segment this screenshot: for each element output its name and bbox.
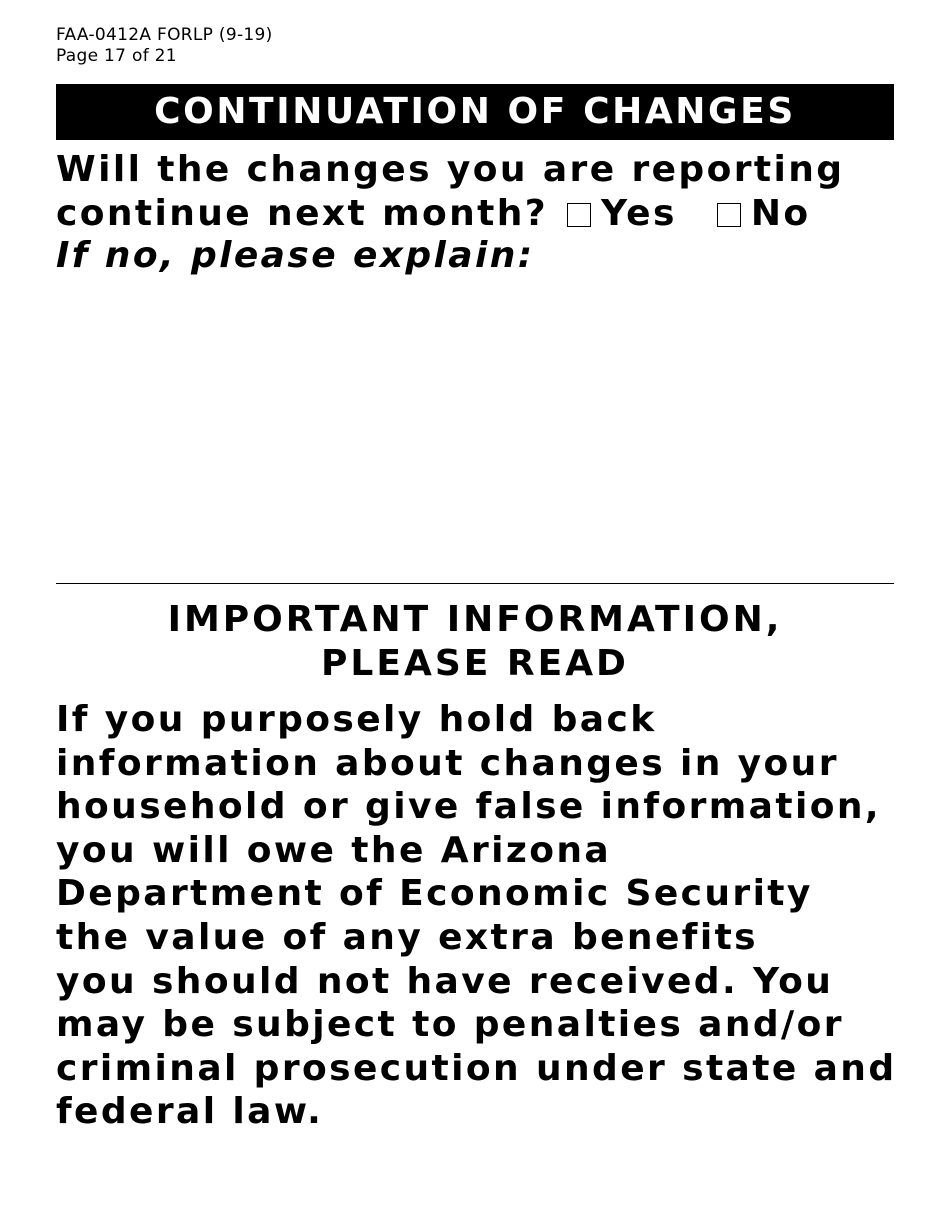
notice-line: criminal prosecution under state and bbox=[56, 1047, 897, 1089]
no-label: No bbox=[750, 193, 811, 234]
notice-line: you will owe the Arizona bbox=[56, 829, 612, 871]
question-line-2 bbox=[56, 192, 894, 236]
continuation-question bbox=[56, 148, 894, 236]
notice-line: you should not have received. You bbox=[56, 960, 834, 1002]
notice-line: If you purposely hold back bbox=[56, 699, 657, 740]
notice-line: information about changes in your bbox=[56, 742, 839, 784]
question-line-1: Will the changes you are reporting bbox=[56, 149, 845, 190]
section-divider bbox=[56, 583, 894, 584]
no-checkbox[interactable] bbox=[717, 203, 741, 227]
notice-line: household or give false information, bbox=[56, 786, 881, 828]
yes-label: Yes bbox=[601, 193, 677, 234]
question-prefix: continue next month? bbox=[56, 193, 549, 234]
penalty-notice bbox=[56, 698, 897, 1134]
notice-line: Department of Economic Security bbox=[56, 873, 813, 915]
important-heading-line-2: PLEASE READ bbox=[321, 643, 629, 684]
yes-checkbox[interactable] bbox=[567, 203, 591, 227]
form-identifier bbox=[56, 25, 273, 67]
notice-line: the value of any extra benefits bbox=[56, 916, 759, 958]
explanation-field[interactable] bbox=[56, 282, 894, 572]
notice-line: may be subject to penalties and/or bbox=[56, 1004, 844, 1046]
notice-line: federal law. bbox=[56, 1091, 324, 1133]
form-code: FAA-0412A FORLP (9-19) bbox=[56, 25, 273, 45]
important-heading bbox=[56, 598, 894, 686]
page-number: Page 17 of 21 bbox=[56, 46, 177, 66]
important-heading-line-1: IMPORTANT INFORMATION, bbox=[167, 599, 783, 640]
section-title: CONTINUATION OF CHANGES bbox=[56, 84, 894, 140]
explain-label: If no, please explain: bbox=[56, 235, 535, 276]
